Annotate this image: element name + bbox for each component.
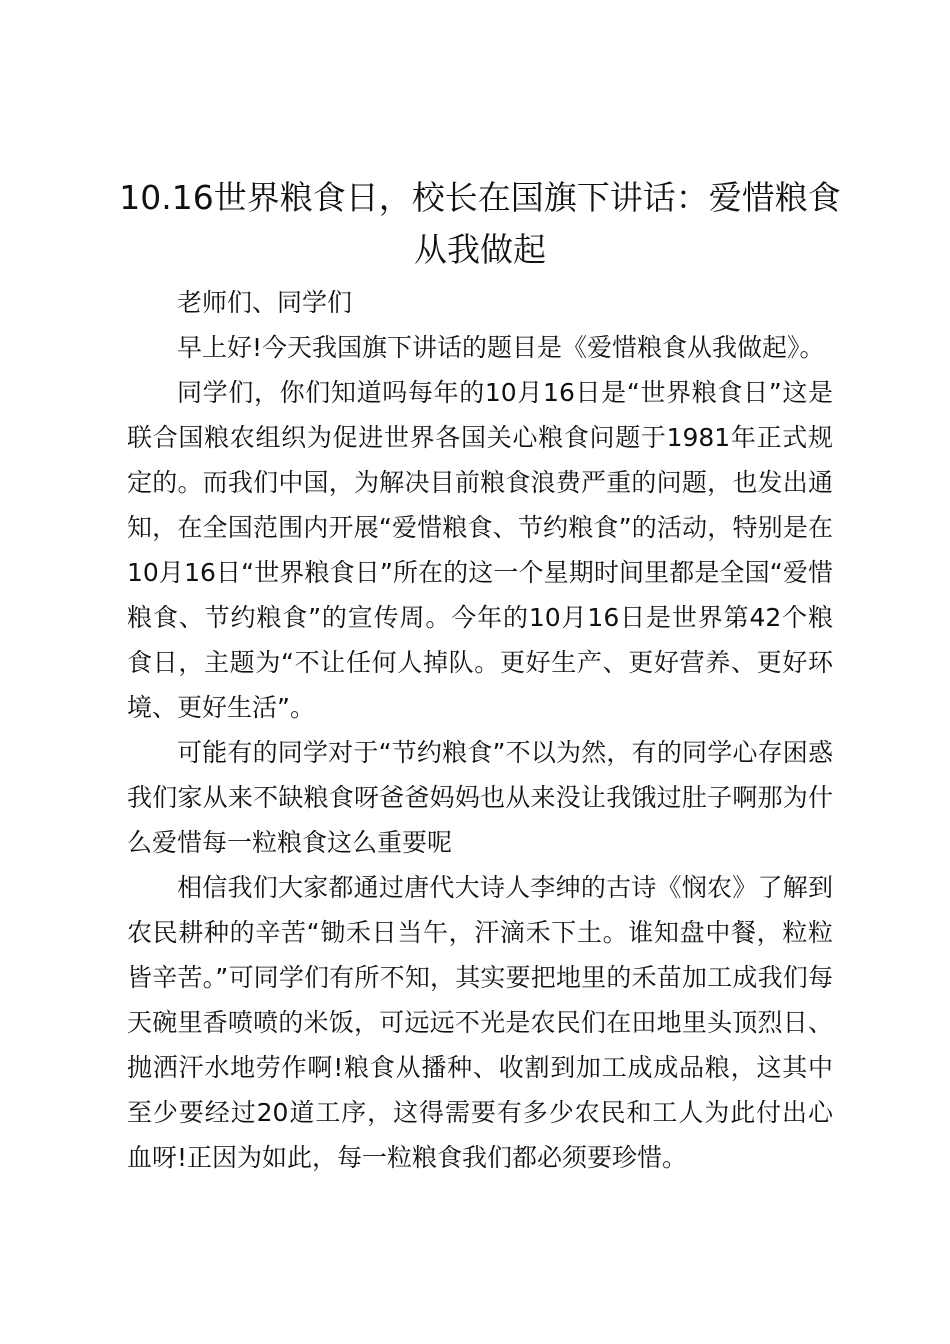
document-body [127, 280, 833, 1180]
document-title: 10.16世界粮食日，校长在国旗下讲话：爱惜粮食从我做起 [119, 178, 841, 269]
paragraph-opening: 早上好!今天我国旗下讲话的题目是《爱惜粮食从我做起》。 [177, 333, 825, 362]
paragraph-food-day: 同学们，你们知道吗每年的10月16日是“世界粮食日”这是联合国粮农组织为促进世界各国关心粮食问题于1981年正式规定的。而我们中国，为解决目前粮食浪费严重的问题，也发出通知，在全国范围内开展“爱惜粮食、节约粮食”的活动，特别是在10月16日“世界粮食日”所在的这一个星期时间里都是全国“爱惜粮食、节约粮食”的宣传周。今年的10月16日是世界第42个粮食日，主题为“不让任何人掉队。更好生产、更好营养、更好环境、更好生活”。 [127, 378, 833, 722]
paragraph-poem: 相信我们大家都通过唐代大诗人李绅的古诗《悯农》了解到农民耕种的辛苦“锄禾日当午，汗滴禾下土。谁知盘中餐，粒粒皆辛苦。”可同学们有所不知，其实要把地里的禾苗加工成我们每天碗里香喷喷的米饭，可远远不光是农民们在田地里头顶烈日、抛洒汗水地劳作啊!粮食从播种、收割到加工成成品粮，这其中至少要经过20道工序，这得需要有多少农民和工人为此付出心血呀!正因为如此，每一粒粮食我们都必须要珍惜。 [127, 873, 833, 1172]
paragraph-question: 可能有的同学对于“节约粮食”不以为然，有的同学心存困惑我们家从来不缺粮食呀爸爸妈妈也从来没让我饿过肚子啊那为什么爱惜每一粒粮食这么重要呢 [127, 738, 833, 857]
paragraph-greeting: 老师们、同学们 [177, 288, 353, 317]
